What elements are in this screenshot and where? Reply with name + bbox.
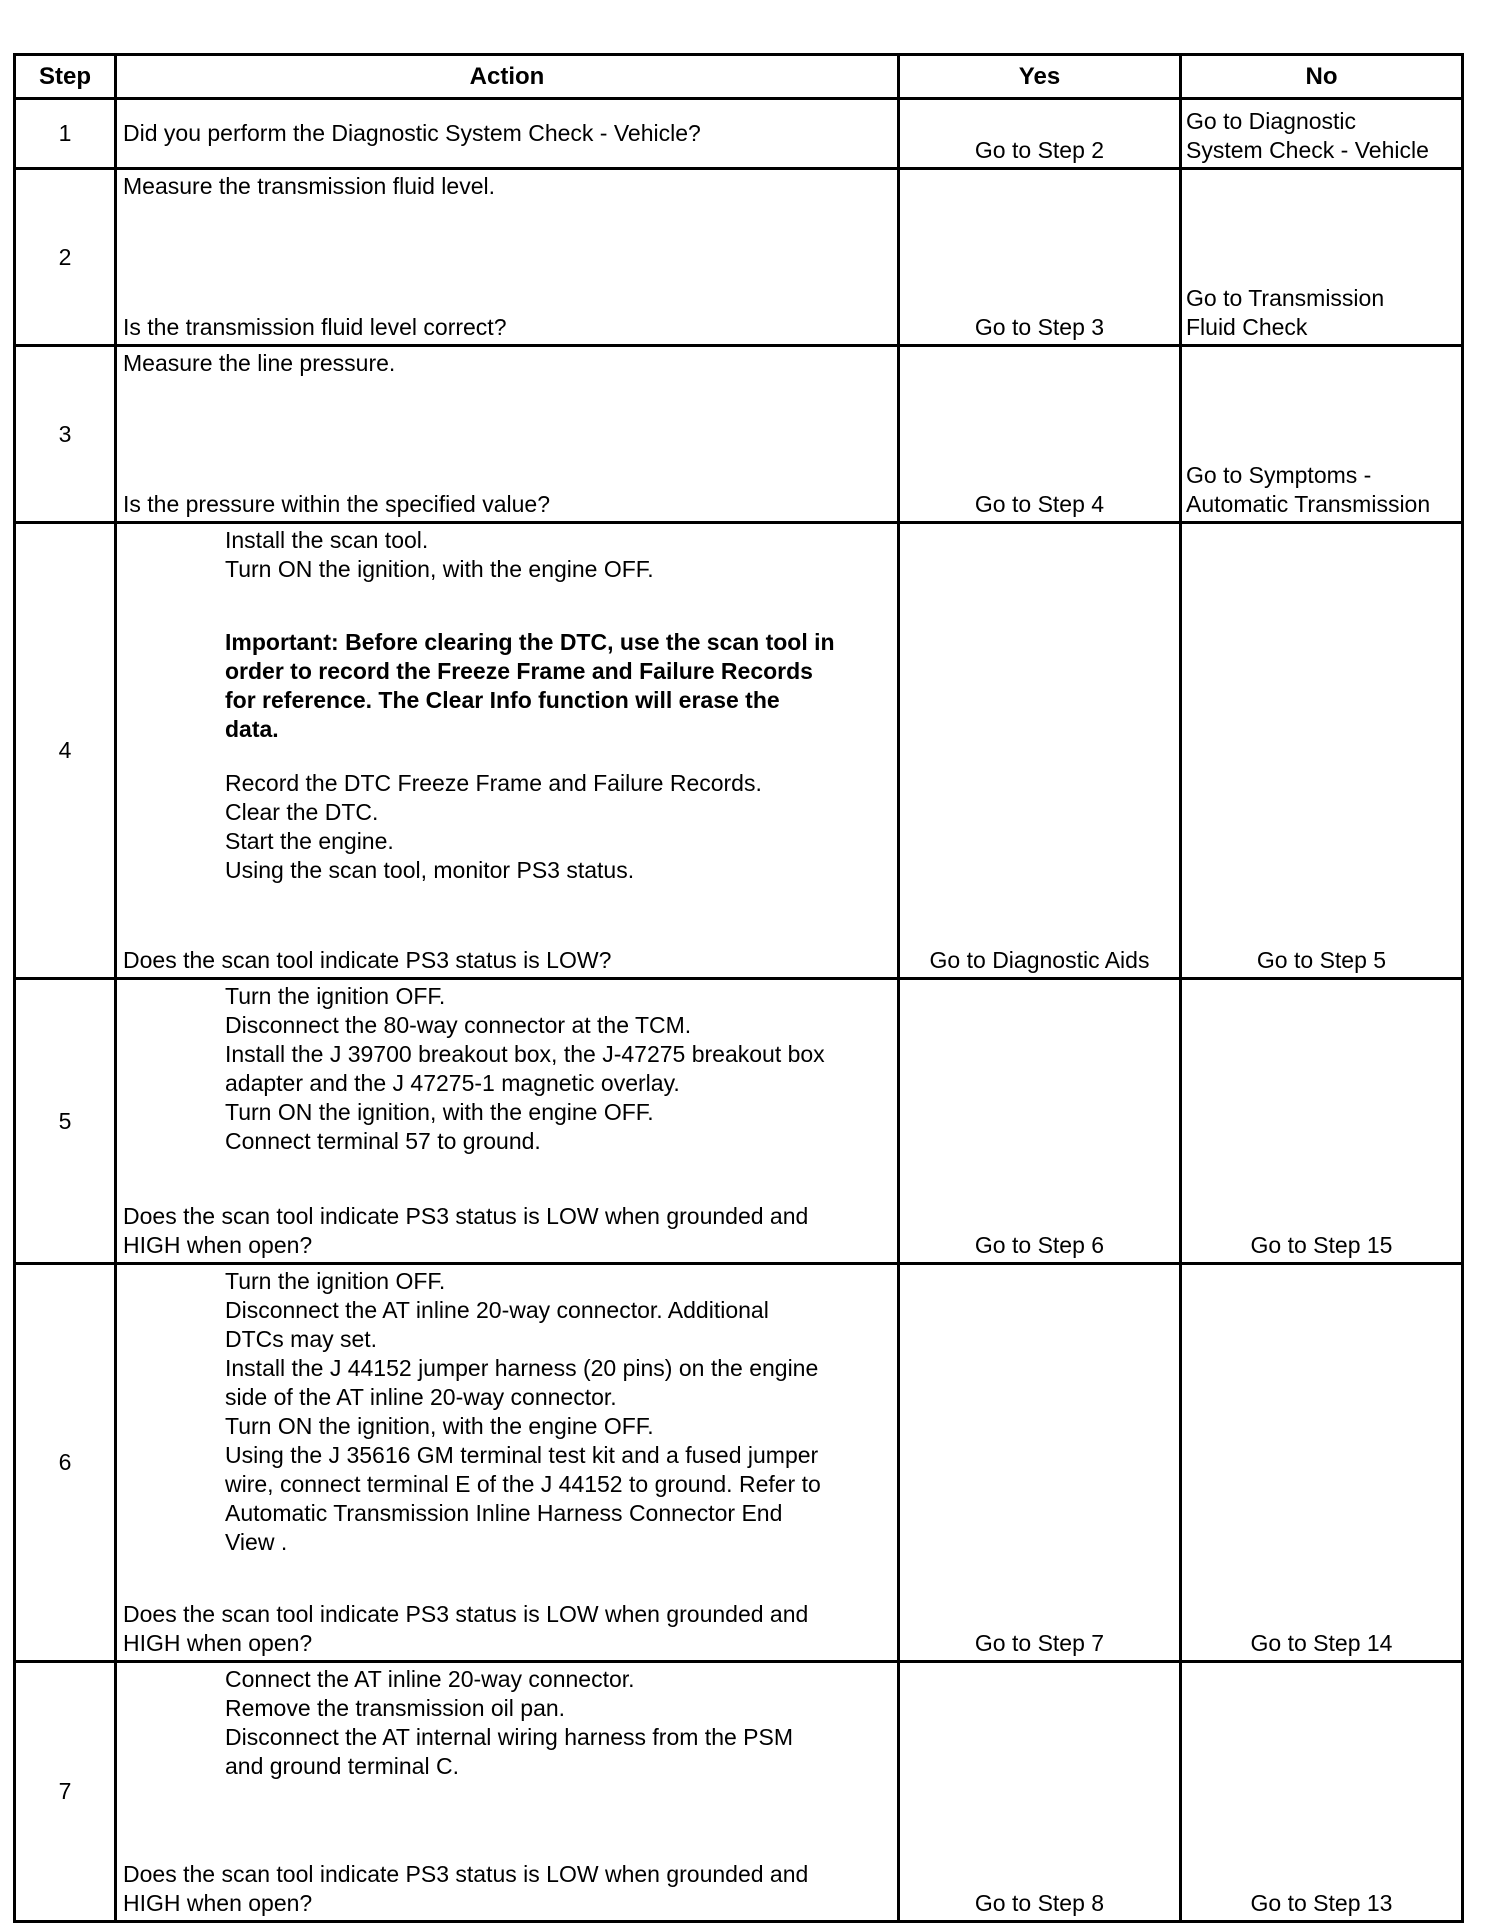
no-line: System Check - Vehicle [1186, 137, 1429, 163]
table-row [15, 1264, 1463, 1662]
instruction-text: Measure the line pressure. [123, 350, 396, 376]
instruction-text: Using the J 35616 GM terminal test kit and a fused jumper [225, 1442, 819, 1468]
no-cell: Go to Step 15 [1181, 979, 1463, 1264]
no-cell: Go to Step 13 [1181, 1662, 1463, 1922]
no-cell [1181, 346, 1463, 523]
action-cell [116, 346, 899, 523]
table-row [15, 523, 1463, 979]
instruction-text: side of the AT inline 20-way connector. [225, 1384, 617, 1410]
instruction-text: Install the J 44152 jumper harness (20 pins) on the engine [225, 1355, 819, 1381]
step-number: 6 [15, 1264, 116, 1662]
table-row [15, 99, 1463, 169]
header-yes: Yes [899, 55, 1181, 99]
question-text: Does the scan tool indicate PS3 status is LOW when grounded and [123, 1203, 809, 1229]
instruction-text: View . [225, 1529, 288, 1555]
step-number: 7 [15, 1662, 116, 1922]
table-row [15, 346, 1463, 523]
no-line: Go to Symptoms - [1186, 462, 1372, 488]
table-row [15, 169, 1463, 346]
yes-cell: Go to Step 3 [899, 169, 1181, 346]
instruction-text: Turn ON the ignition, with the engine OFF. [225, 1099, 654, 1125]
header-row [15, 55, 1463, 99]
action-cell [116, 523, 899, 979]
no-cell [1181, 169, 1463, 346]
question-text: HIGH when open? [123, 1630, 313, 1656]
diagnostic-table [13, 53, 1464, 1923]
instruction-text: Remove the transmission oil pan. [225, 1695, 566, 1721]
instruction-text: Turn ON the ignition, with the engine OFF. [225, 556, 654, 582]
step-number: 2 [15, 169, 116, 346]
instruction-text: Connect the AT inline 20-way connector. [225, 1666, 635, 1692]
instruction-text: Measure the transmission fluid level. [123, 173, 495, 199]
instruction-text: Automatic Transmission Inline Harness Connector End [225, 1500, 783, 1526]
no-cell [1181, 99, 1463, 169]
header-step: Step [15, 55, 116, 99]
instruction-text: Install the scan tool. [225, 527, 429, 553]
yes-cell: Go to Step 6 [899, 979, 1181, 1264]
no-cell: Go to Step 5 [1181, 523, 1463, 979]
table-row [15, 1662, 1463, 1922]
instruction-text: wire, connect terminal E of the J 44152 to ground. Refer to [225, 1471, 821, 1497]
table-row [15, 979, 1463, 1264]
instruction-text: Disconnect the AT inline 20-way connector. Additional [225, 1297, 769, 1323]
instruction-text: Disconnect the 80-way connector at the TCM. [225, 1012, 692, 1038]
instruction-text: and ground terminal C. [225, 1753, 459, 1779]
no-line: Fluid Check [1186, 314, 1308, 340]
no-line: Go to Transmission [1186, 285, 1385, 311]
action-cell [116, 1662, 899, 1922]
step-number: 4 [15, 523, 116, 979]
step-number: 3 [15, 346, 116, 523]
action-cell [116, 979, 899, 1264]
yes-cell: Go to Step 8 [899, 1662, 1181, 1922]
question-text: Does the scan tool indicate PS3 status is LOW when grounded and [123, 1861, 809, 1887]
important-note: Important: Before clearing the DTC, use the scan tool in order to record the Freeze Frame and Failure Records for reference. The Clear Info function will erase the data. [225, 629, 835, 742]
action-cell [116, 169, 899, 346]
question-text: Did you perform the Diagnostic System Check - Vehicle? [123, 120, 701, 146]
yes-cell: Go to Step 7 [899, 1264, 1181, 1662]
header-action: Action [116, 55, 899, 99]
instruction-text: Disconnect the AT internal wiring harness from the PSM [225, 1724, 794, 1750]
instruction-text: DTCs may set. [225, 1326, 378, 1352]
question-text: Does the scan tool indicate PS3 status is LOW? [123, 947, 612, 973]
header-no: No [1181, 55, 1463, 99]
action-cell [116, 99, 899, 169]
no-line: Automatic Transmission [1186, 491, 1431, 517]
instruction-text: Start the engine. [225, 828, 394, 854]
question-text: HIGH when open? [123, 1890, 313, 1916]
instruction-text: Install the J 39700 breakout box, the J-47275 breakout box [225, 1041, 825, 1067]
instruction-text: Using the scan tool, monitor PS3 status. [225, 857, 635, 883]
instruction-text: Clear the DTC. [225, 799, 379, 825]
yes-cell: Go to Step 4 [899, 346, 1181, 523]
yes-cell: Go to Step 2 [899, 99, 1181, 169]
no-cell: Go to Step 14 [1181, 1264, 1463, 1662]
step-number: 5 [15, 979, 116, 1264]
no-line: Go to Diagnostic [1186, 108, 1357, 134]
instruction-text: Turn ON the ignition, with the engine OFF. [225, 1413, 654, 1439]
question-text: Does the scan tool indicate PS3 status is LOW when grounded and [123, 1601, 809, 1627]
instruction-text: Record the DTC Freeze Frame and Failure Records. [225, 770, 762, 796]
question-text: Is the pressure within the specified value? [123, 491, 551, 517]
instruction-text: Turn the ignition OFF. [225, 983, 446, 1009]
step-number: 1 [15, 99, 116, 169]
question-text: HIGH when open? [123, 1232, 313, 1258]
instruction-text: Connect terminal 57 to ground. [225, 1128, 541, 1154]
question-text: Is the transmission fluid level correct? [123, 314, 507, 340]
action-cell [116, 1264, 899, 1662]
instruction-text: Turn the ignition OFF. [225, 1268, 446, 1294]
instruction-text: adapter and the J 47275-1 magnetic overlay. [225, 1070, 680, 1096]
yes-cell: Go to Diagnostic Aids [899, 523, 1181, 979]
